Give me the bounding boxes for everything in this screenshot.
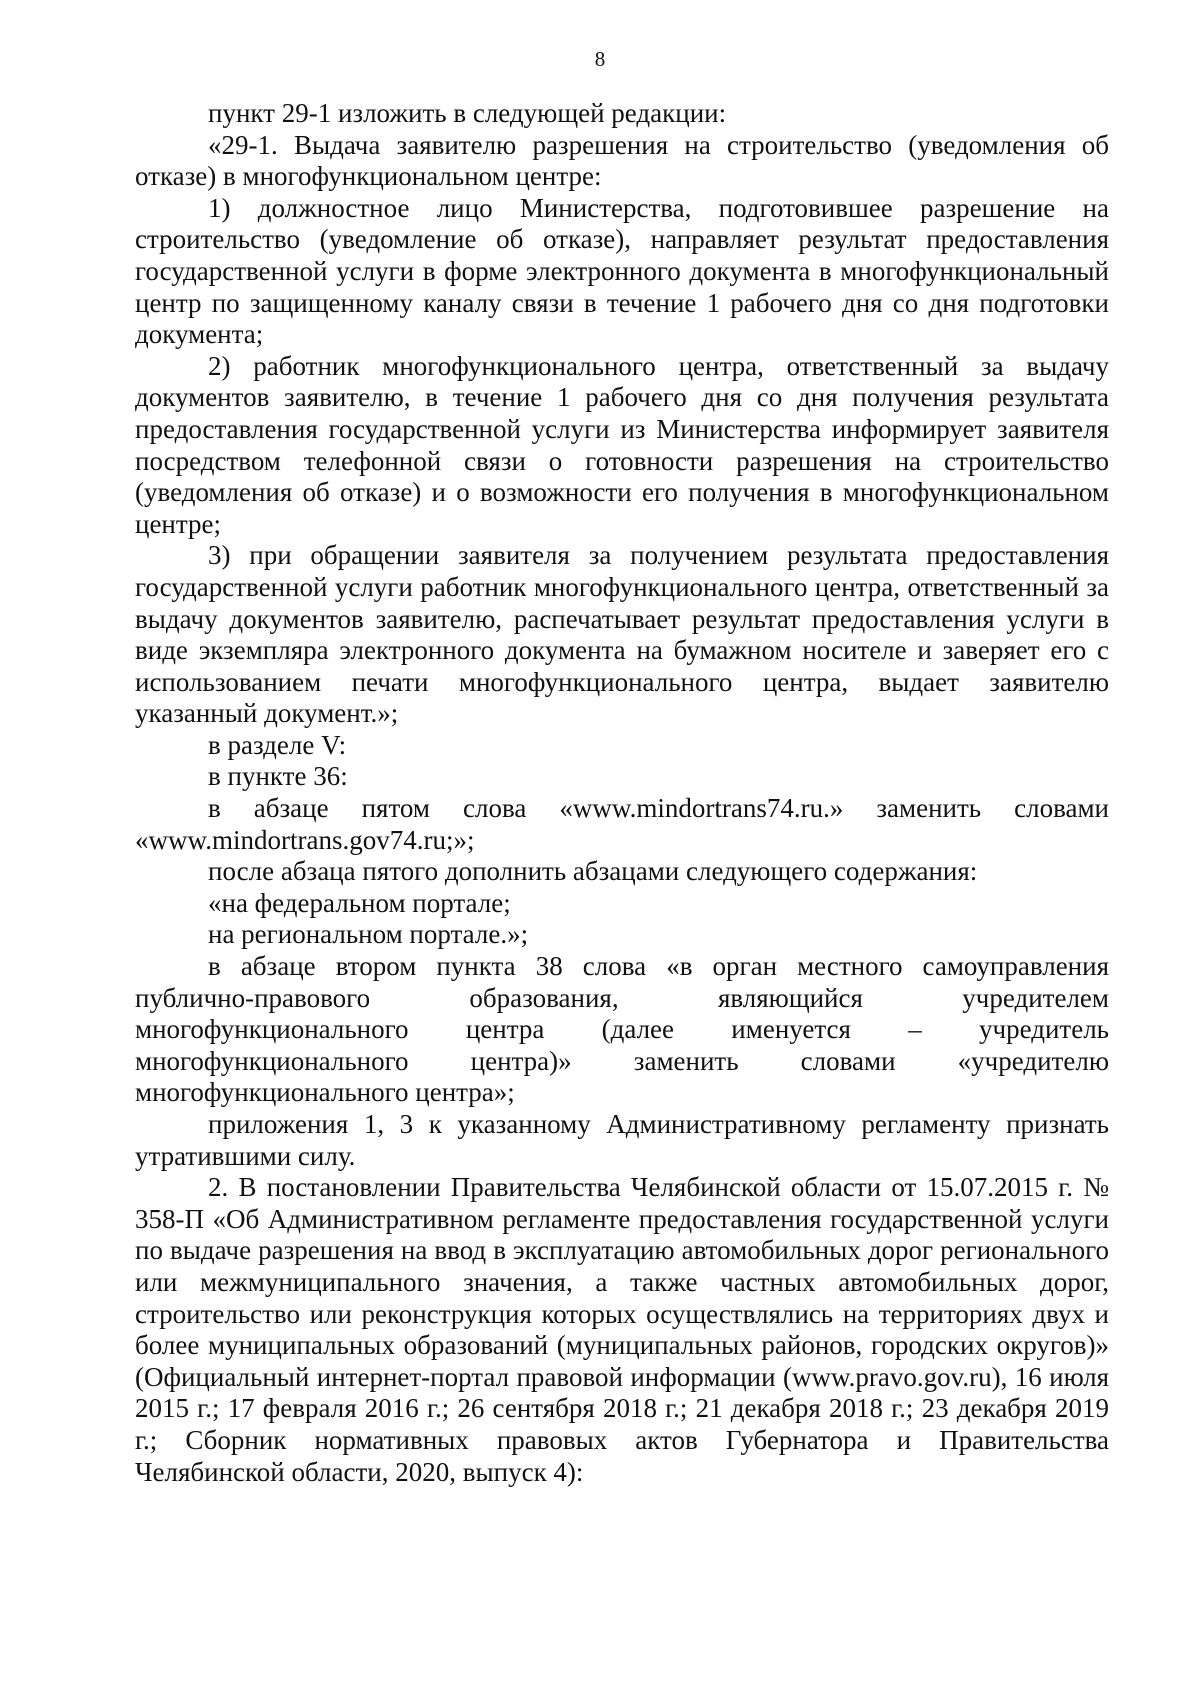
paragraph-federal-portal: «на федеральном портале; bbox=[208, 887, 511, 918]
paragraph-after-abzats-5: после абзаца пятого дополнить абзацами следующего содержания: bbox=[208, 856, 978, 887]
paragraph-point-36: в пункте 36: bbox=[208, 761, 348, 792]
paragraph-appendices: приложения 1, 3 к указанному Административному регламенту признать утратившими силу. bbox=[135, 1109, 1109, 1171]
paragraph-item-1: 1) должностное лицо Министерства, подготовившее разрешение на строительство (уведомление об отказе), направляет результат предоставления государственной услуги в форме электронного документа в многофункциональный центр по защищенному каналу связи в течение 1 рабочего дня со дня подготовки документа; bbox=[135, 192, 1109, 350]
paragraph-abzats-5: в абзаце пятом слова «www.mindortrans74.ru.» заменить словами «www.mindortrans.gov74.ru;»; bbox=[135, 793, 1109, 855]
paragraph-regional-portal: на региональном портале.»; bbox=[208, 919, 529, 950]
paragraph-29-1-heading: «29-1. Выдача заявителю разрешения на строительство (уведомления об отказе) в многофункциональном центре: bbox=[135, 129, 1109, 192]
paragraph-resolution-358: 2. В постановлении Правительства Челябинской области от 15.07.2015 г. № 358-П «Об Административном регламенте предоставления государственной услуги по выдаче разрешения на ввод в эксплуатацию автомобильных дорог регионального или межмуниципального значения, а также частных автомобильных дорог, строительство или реконструкция которых осуществлялись на территориях двух и более муниципальных образований (муниципальных районов, городских округов)» (Официальный интернет-портал правовой информации (www.pravo.gov.ru), 16 июля 2015 г.; 17 февраля 2016 г.; 26 сентября 2018 г.; 21 декабря 2018 г.; 23 декабря 2019 г.; Сборник нормативных правовых актов Губернатора и Правительства Челябинской области, 2020, выпуск 4): bbox=[135, 1172, 1109, 1487]
paragraph-item-3: 3) при обращении заявителя за получением результата предоставления государственной услуги работник многофункционального центра, ответственный за выдачу документов заявителю, распечатывает результат предоставления услуги в виде экземпляра электронного документа на бумажном носителе и заверяет его с использованием печати многофункционального центра, выдает заявителю указанный документ.»; bbox=[135, 540, 1109, 729]
paragraph-item-2: 2) работник многофункционального центра, ответственный за выдачу документов заявителю, в течение 1 рабочего дня со дня получения результата предоставления государственной услуги из Министерства информирует заявителя посредством телефонной связи о готовности разрешения на строительство (уведомления об отказе) и о возможности его получения в многофункциональном центре; bbox=[135, 350, 1109, 539]
page-number: 8 bbox=[594, 47, 606, 71]
paragraph-point-38: в абзаце втором пункта 38 слова «в орган местного самоуправления публично-правового образования, являющийся учредителем многофункционального центра (далее именуется – учредитель многофункционального центра)» заменить словами «учредителю многофункционального центра»; bbox=[135, 951, 1109, 1108]
paragraph-intro: пункт 29-1 изложить в следующей редакции: bbox=[208, 98, 727, 128]
document-body bbox=[135, 98, 1109, 1488]
paragraph-section-v: в разделе V: bbox=[208, 729, 347, 760]
